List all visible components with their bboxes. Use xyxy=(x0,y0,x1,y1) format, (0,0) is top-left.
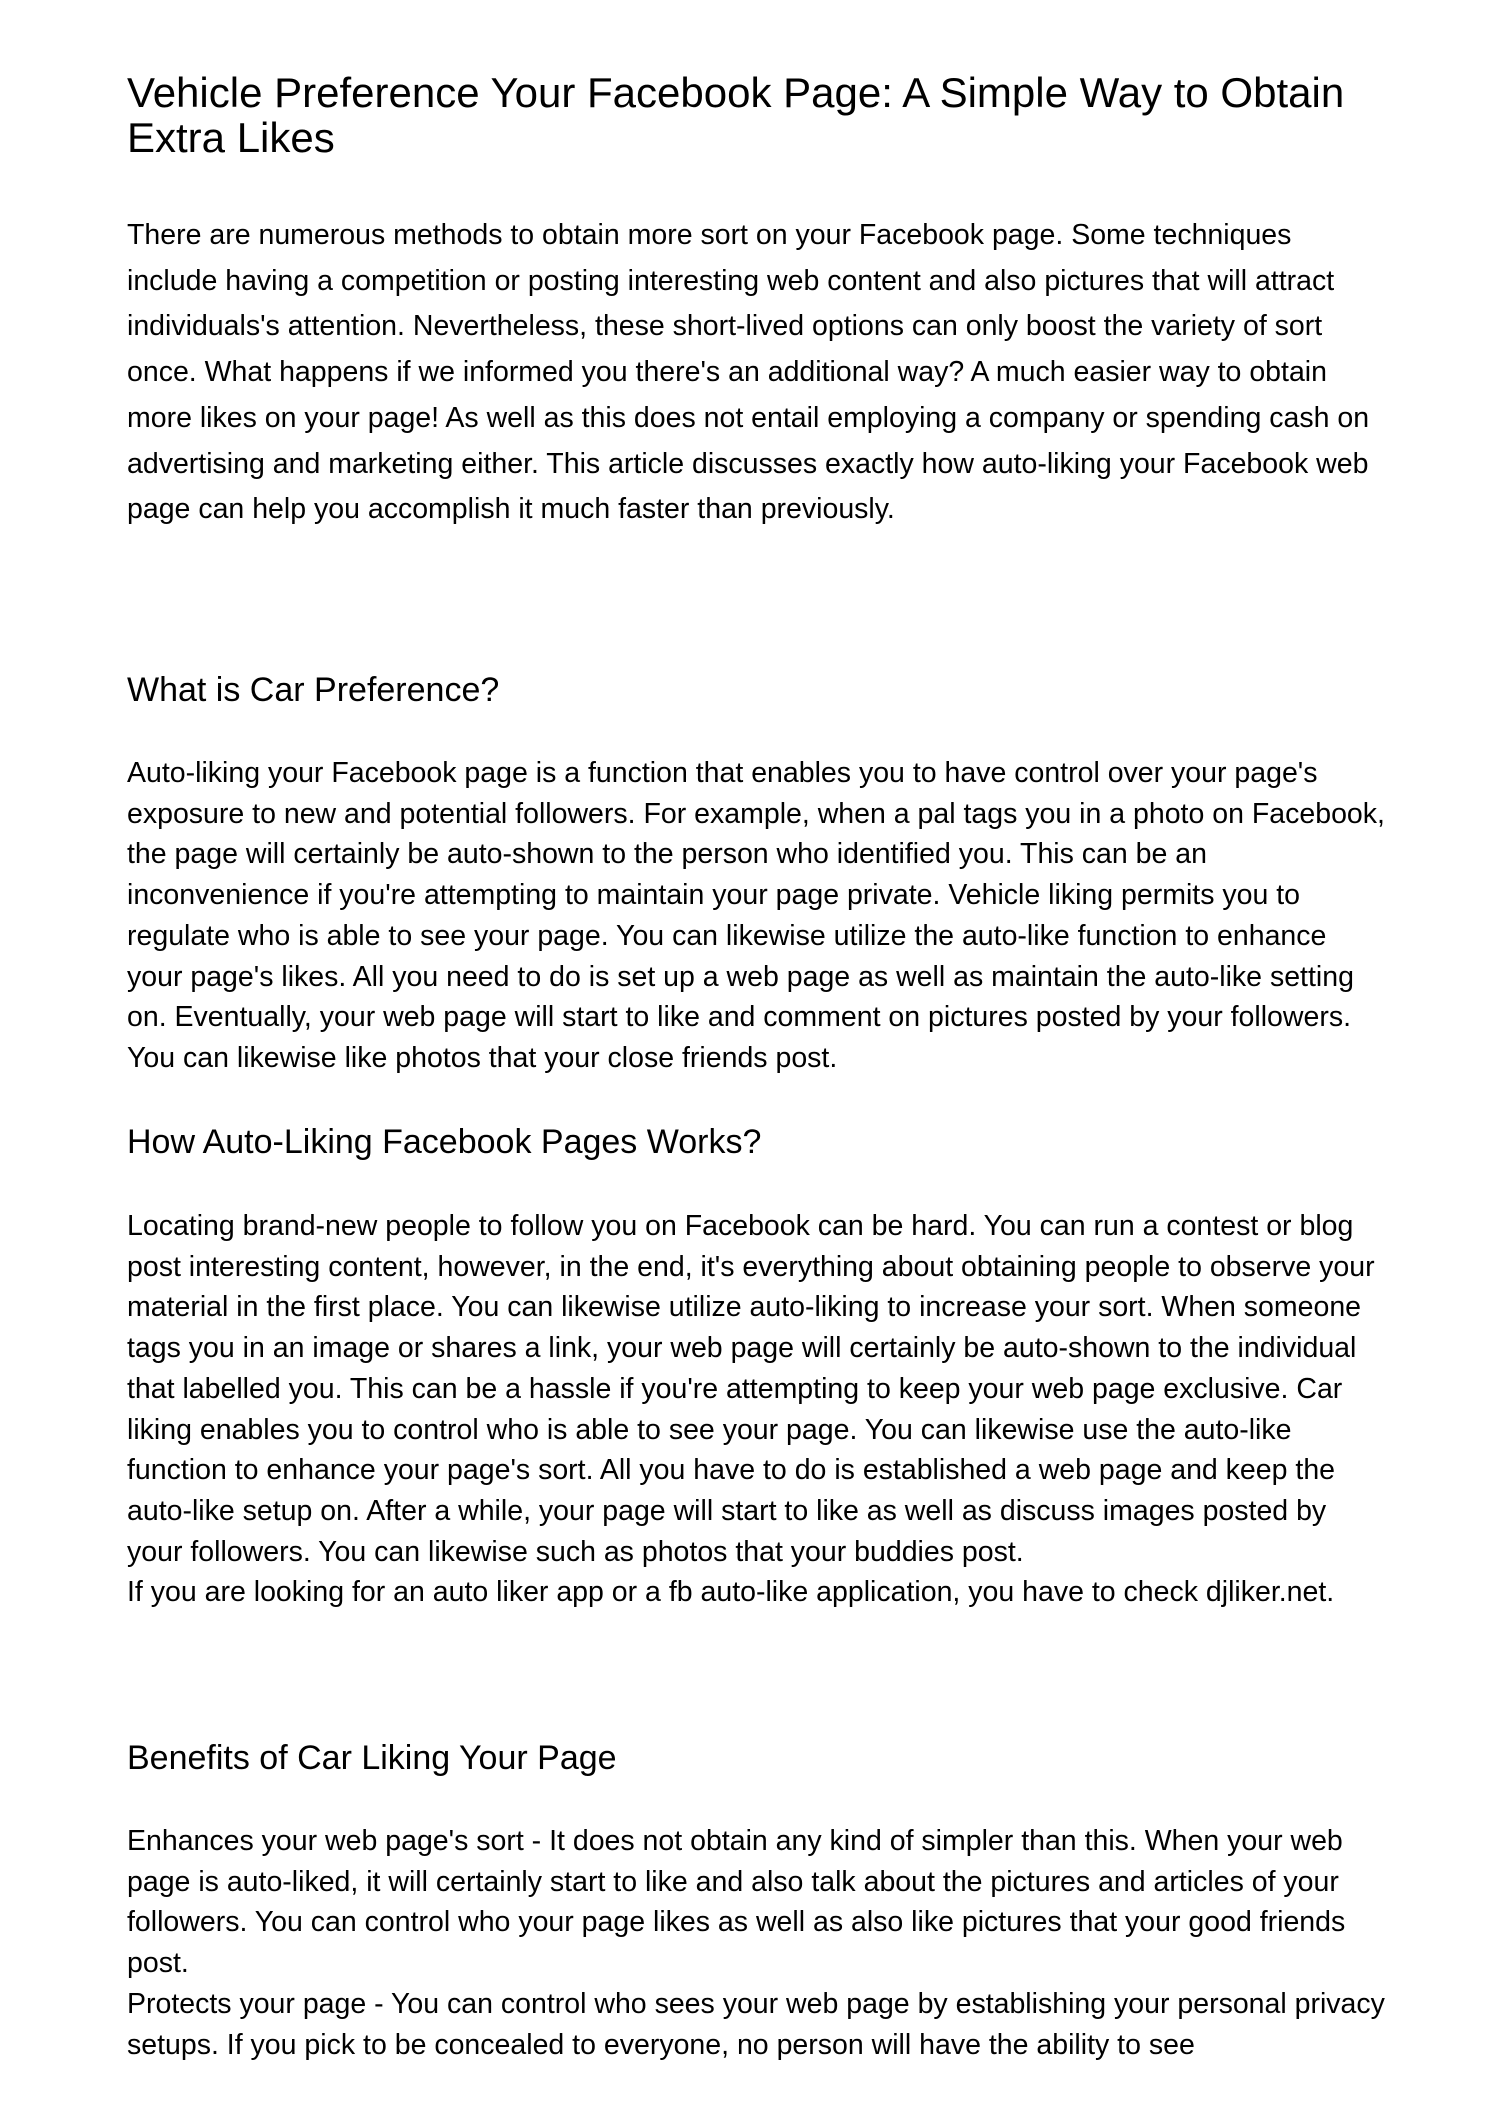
paragraph: Locating brand-new people to follow you on Facebook can be hard. You can run a contest or blog post interesting content, however, in the end, it's everything about obtaining people to observe your material in the first place. You can likewise utilize auto-liking to increase your sort. When someone tags you in an image or shares a link, your web page will certainly be auto-shown to the individual that labelled you. This can be a hassle if you're attempting to keep your web page exclusive. Car liking enables you to control who is able to see your page. You can likewise use the auto-like function to enhance your page's sort. All you have to do is established a web page and keep the auto-like setup on. After a while, your page will start to like as well as discuss images posted by your followers. You can likewise such as photos that your buddies post. xyxy=(127,1210,1375,1568)
paragraph: If you are looking for an auto liker app or a fb auto-like application, you have to check djliker.net. xyxy=(127,1576,1335,1609)
section-heading-benefits: Benefits of Car Liking Your Page xyxy=(127,1739,617,1777)
paragraph: Protects your page - You can control who sees your web page by establishing your personal privacy setups. If you pick to be concealed to everyone, no person will have the ability to see xyxy=(127,1987,1385,2061)
section-body-what-is-car-preference xyxy=(127,753,1389,1079)
section-heading-what-is-car-preference: What is Car Preference? xyxy=(127,671,500,709)
document-title: Vehicle Preference Your Facebook Page: A Simple Way to Obtain Extra Likes xyxy=(127,69,1345,161)
paragraph: Enhances your web page's sort - It does not obtain any kind of simpler than this. When your web page is auto-liked, it will certainly start to like and also talk about the pictures and articles of your followers. You can control who your page likes as well as also like pictures that your good friends post. xyxy=(127,1825,1346,1980)
section-heading-how-auto-liking-works: How Auto-Liking Facebook Pages Works? xyxy=(127,1123,762,1161)
intro-paragraph: There are numerous methods to obtain more sort on your Facebook page. Some techniques include having a competition or posting interesting web content and also pictures that will attract individuals's attention. Nevertheless, these short-lived options can only boost the variety of sort once. What happens if we informed you there's an additional way? A much easier way to obtain more likes on your page! As well as this does not entail employing a company or spending cash on advertising and marketing either. This article discusses exactly how auto-liking your Facebook web page can help you accomplish it much faster than previously. xyxy=(127,219,1370,526)
section-body-how-auto-liking-works xyxy=(127,1206,1389,1613)
section-body-benefits xyxy=(127,1821,1389,2065)
paragraph: Auto-liking your Facebook page is a function that enables you to have control over your page's exposure to new and potential followers. For example, when a pal tags you in a photo on Facebook, the page will certainly be auto-shown to the person who identified you. This can be an inconvenience if you're attempting to maintain your page private. Vehicle liking permits you to regulate who is able to see your page. You can likewise utilize the auto-like function to enhance your page's likes. All you need to do is set up a web page as well as maintain the auto-like setting on. Eventually, your web page will start to like and comment on pictures posted by your followers. You can likewise like photos that your close friends post. xyxy=(127,757,1385,1074)
